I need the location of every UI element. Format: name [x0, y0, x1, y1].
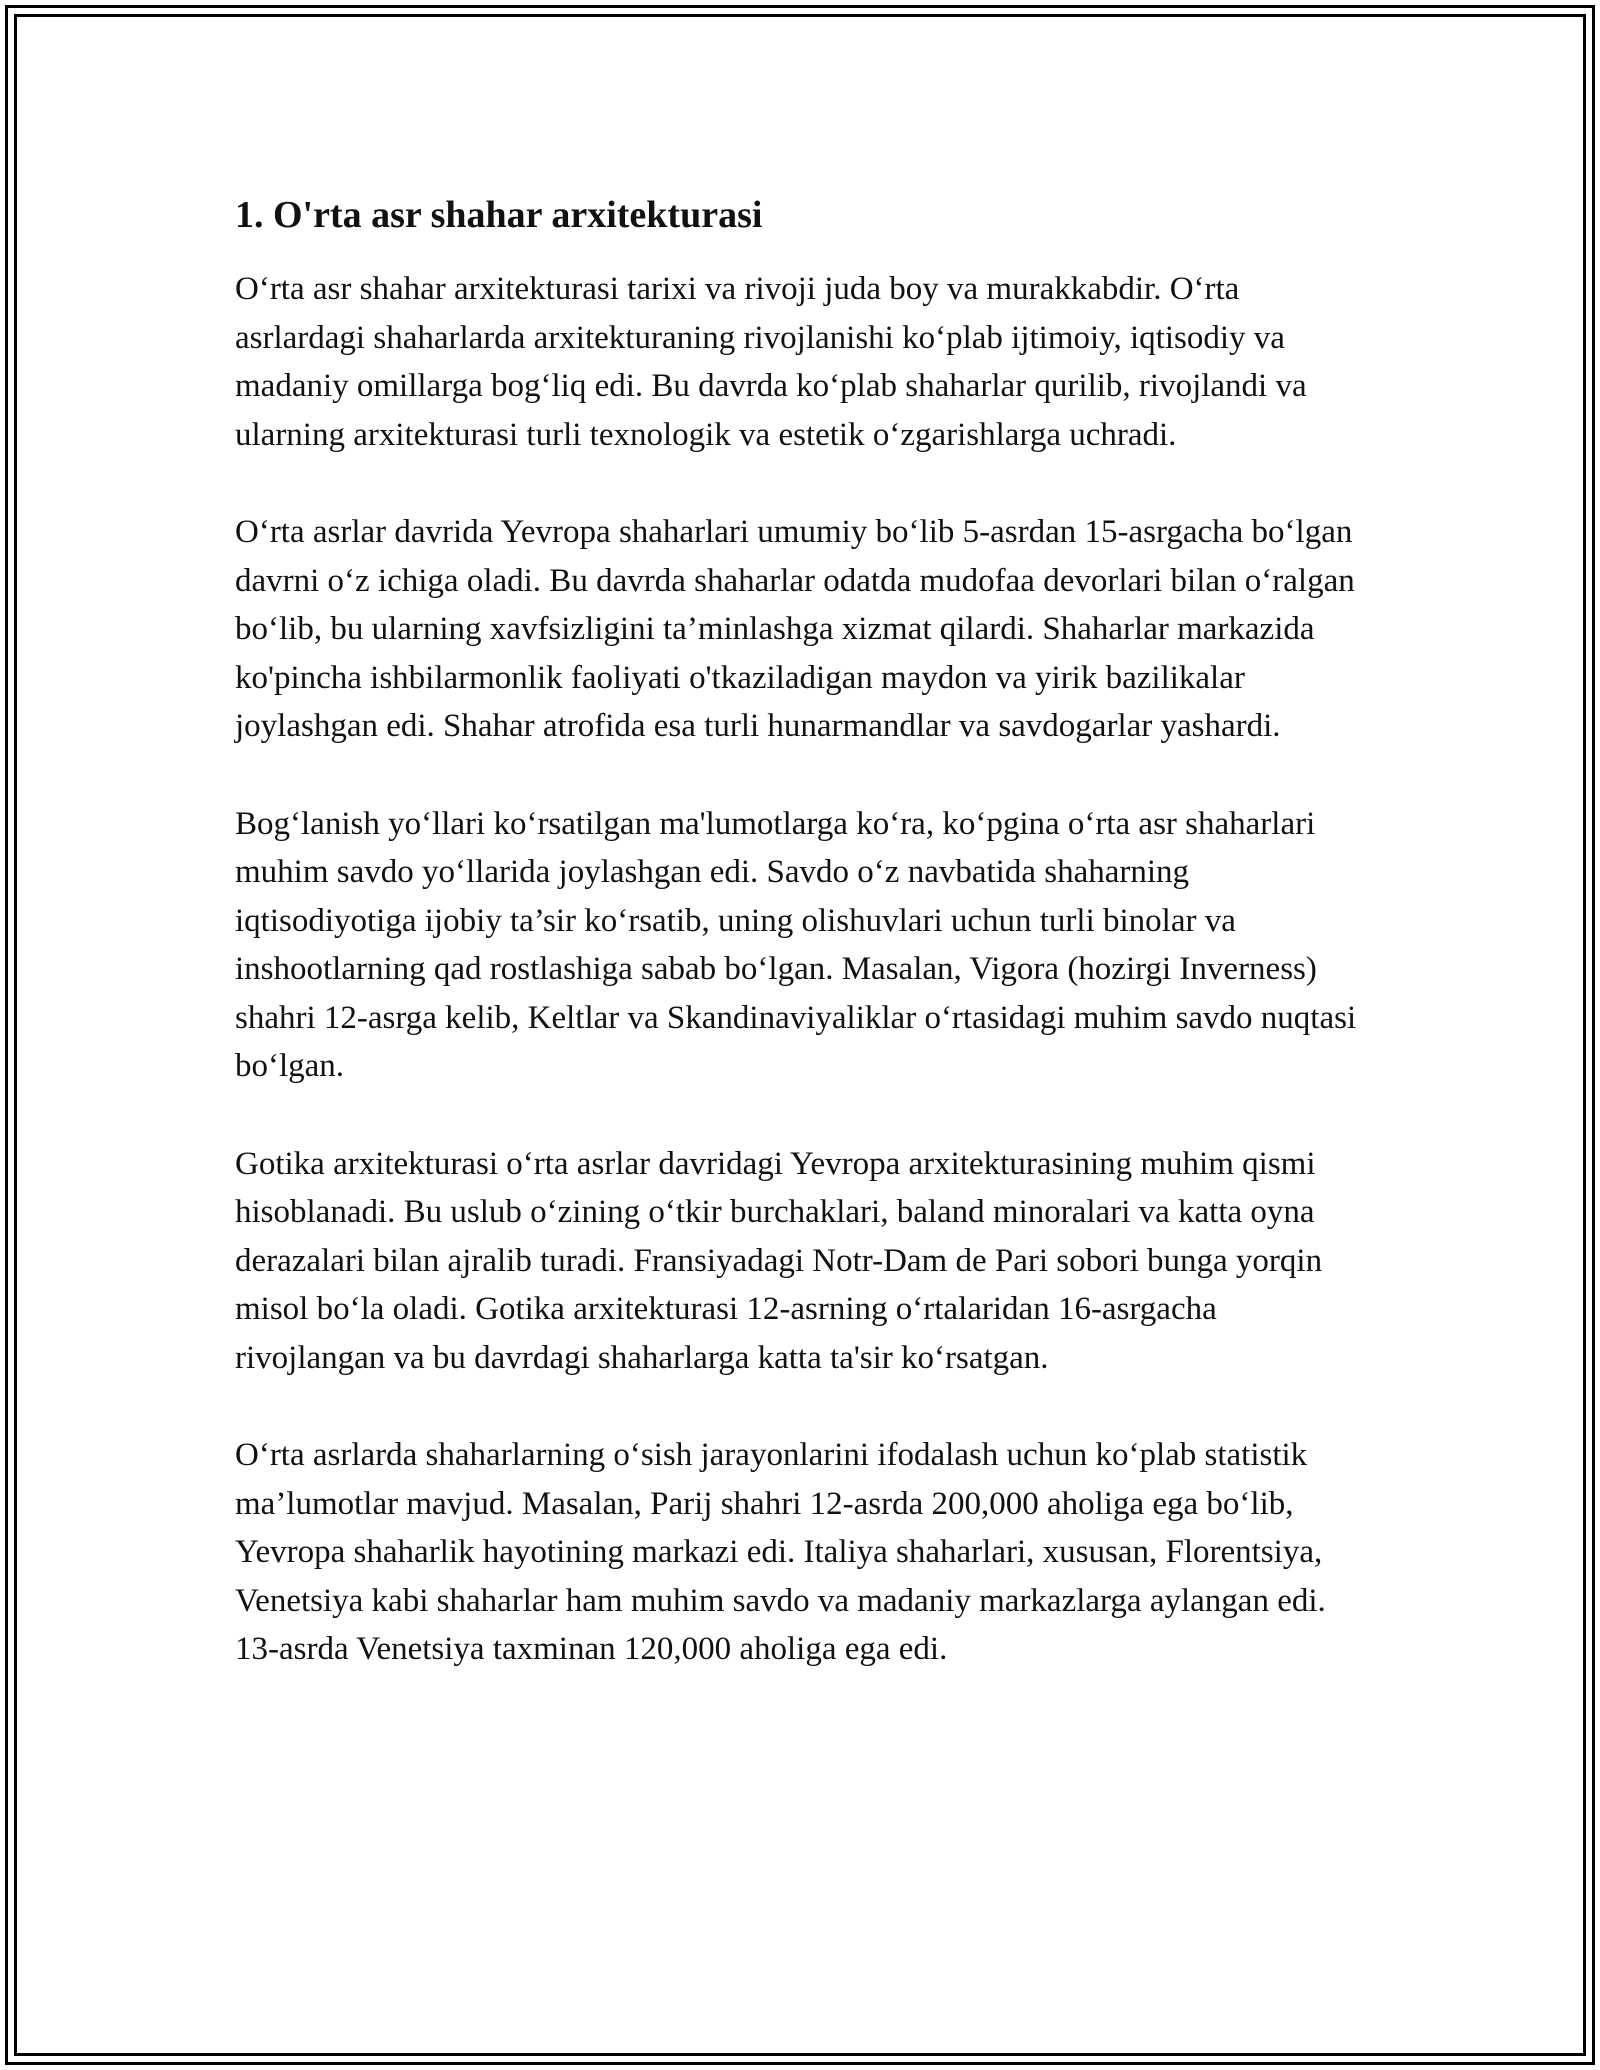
- paragraph-gothic-architecture: Gotika arxitekturasi o‘rta asrlar davridagi Yevropa arxitekturasining muhim qismi hisoblanadi. Bu uslub o‘zining o‘tkir burchaklari, baland minoralari va katta oyna derazalari bilan ajralib turadi. Fransiyadagi Notr-Dam de Pari sobori bunga yorqin misol bo‘la oladi. Gotika arxitekturasi 12-asrning o‘rtalaridan 16-asrgacha rivojlangan va bu davrdagi shaharlarga katta ta'sir ko‘rsatgan.: [235, 1145, 1323, 1376]
- paragraph-trade-routes: Bog‘lanish yo‘llari ko‘rsatilgan ma'lumotlarga ko‘ra, ko‘pgina o‘rta asr shaharlari muhim savdo yo‘llarida joylashgan edi. Savdo o‘z navbatida shaharning iqtisodiyotiga ijobiy ta’sir ko‘rsatib, uning olishuvlari uchun turli binolar va inshootlarning qad rostlashiga sabab bo‘lgan. Masalan, Vigora (hozirgi Inverness) shahri 12-asrga kelib, Keltlar va Skandinaviyaliklar o‘rtasidagi muhim savdo nuqtasi bo‘lgan.: [235, 805, 1357, 1084]
- document-body: [235, 185, 1375, 1723]
- paragraph-intro: O‘rta asr shahar arxitekturasi tarixi va rivoji juda boy va murakkabdir. O‘rta asrlardagi shaharlarda arxitekturaning rivojlanishi ko‘plab ijtimoiy, iqtisodiy va madaniy omillarga bog‘liq edi. Bu davrda ko‘plab shaharlar qurilib, rivojlandi va ularning arxitekturasi turli texnologik va estetik o‘zgarishlarga uchradi.: [235, 271, 1307, 453]
- paragraph-european-cities: O‘rta asrlar davrida Yevropa shaharlari umumiy bo‘lib 5-asrdan 15-asrgacha bo‘lgan davrni o‘z ichiga oladi. Bu davrda shaharlar odatda mudofaa devorlari bilan o‘ralgan bo‘lib, bu ularning xavfsizligini ta’minlashga xizmat qilardi. Shaharlar markazida ko'pincha ishbilarmonlik faoliyati o'tkaziladigan maydon va yirik bazilikalar joylashgan edi. Shahar atrofida esa turli hunarmandlar va savdogarlar yashardi.: [235, 514, 1355, 744]
- section-title: 1. O'rta asr shahar arxitekturasi: [235, 194, 763, 236]
- paragraph-city-statistics: O‘rta asrlarda shaharlarning o‘sish jarayonlarini ifodalash uchun ko‘plab statistik ma’lumotlar mavjud. Masalan, Parij shahri 12-asrda 200,000 aholiga ega bo‘lib, Yevropa shaharlik hayotining markazi edi. Italiya shaharlari, xususan, Florentsiya, Venetsiya kabi shaharlar ham muhim savdo va madaniy markazlarga aylangan edi. 13-asrda Venetsiya taxminan 120,000 aholiga ega edi.: [235, 1437, 1326, 1667]
